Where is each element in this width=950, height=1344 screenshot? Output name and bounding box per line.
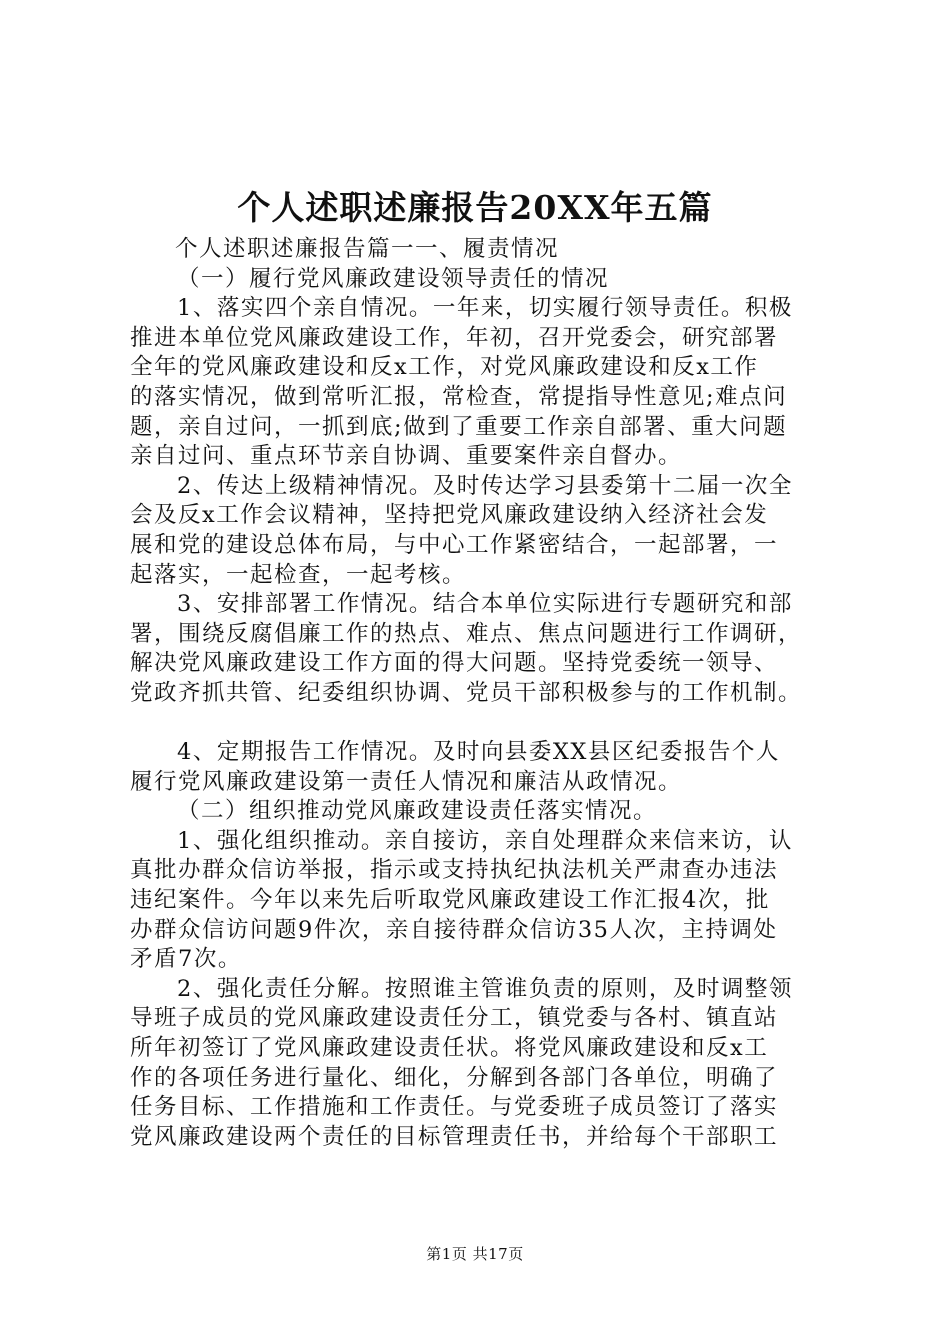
body-line: 党风廉政建设两个责任的目标管理责任书，并给每个干部职工 (130, 1123, 779, 1150)
body-line: 4、定期报告工作情况。及时向县委XX县区纪委报告个人 (177, 739, 780, 766)
document-title: 个人述职述廉报告20XX年五篇 (237, 188, 713, 227)
body-line: 起落实，一起检查，一起考核。 (130, 561, 467, 588)
body-line: 任务目标、工作措施和工作责任。与党委班子成员签订了落实 (130, 1094, 779, 1121)
body-line: 会及反x工作会议精神，坚持把党风廉政建设纳入经济社会发 (130, 502, 769, 529)
body-line: 导班子成员的党风廉政建设责任分工，镇党委与各村、镇直站 (130, 1005, 779, 1032)
body-line: 作的各项任务进行量化、细化，分解到各部门各单位，明确了 (130, 1064, 779, 1091)
body-line: 展和党的建设总体布局，与中心工作紧密结合，一起部署，一 (130, 531, 779, 558)
body-line: 真批办群众信访举报，指示或支持执纪执法机关严肃查办违法 (130, 857, 779, 884)
body-line: 履行党风廉政建设第一责任人情况和廉洁从政情况。 (130, 768, 683, 795)
body-line: 全年的党风廉政建设和反x工作，对党风廉政建设和反x工作 (130, 354, 759, 381)
body-line: 解决党风廉政建设工作方面的得大问题。坚持党委统一领导、 (130, 650, 779, 677)
body-line: 的落实情况，做到常听汇报，常检查，常提指导性意见;难点问 (130, 383, 788, 410)
body-line: 所年初签订了党风廉政建设责任状。将党风廉政建设和反x工 (130, 1035, 769, 1062)
section-heading: （一）履行党风廉政建设领导责任的情况 (177, 265, 610, 292)
body-line: 违纪案件。今年以来先后听取党风廉政建设工作汇报4次，批 (130, 887, 770, 914)
document-body (130, 235, 842, 1152)
body-line: 2、传达上级精神情况。及时传达学习县委第十二届一次全 (177, 472, 793, 499)
section-heading: （二）组织推动党风廉政建设责任落实情况。 (177, 798, 658, 825)
body-line: 矛盾7次。 (130, 946, 242, 973)
body-line: 署，围绕反腐倡廉工作的热点、难点、焦点问题进行工作调研， (130, 620, 803, 647)
body-line: 2、强化责任分解。按照谁主管谁负责的原则，及时调整领 (177, 975, 793, 1002)
body-line: 党政齐抓共管、纪委组织协调、党员干部积极参与的工作机制。 (130, 679, 803, 706)
paragraph-gap (130, 709, 842, 739)
body-line: 办群众信访问题9件次，亲自接待群众信访35人次，主持调处 (130, 916, 778, 943)
body-line: 个人述职述廉报告篇一一、履责情况 (175, 236, 560, 262)
body-line: 推进本单位党风廉政建设工作，年初，召开党委会，研究部署 (130, 324, 779, 351)
body-line: 3、安排部署工作情况。结合本单位实际进行专题研究和部 (177, 591, 793, 618)
body-line: 1、强化组织推动。亲自接访，亲自处理群众来信来访，认 (177, 827, 793, 854)
page-number: 第1页 共17页 (426, 1245, 524, 1263)
body-line: 亲自过问、重点环节亲自协调、重要案件亲自督办。 (130, 443, 683, 470)
body-line: 题，亲自过问，一抓到底;做到了重要工作亲自部署、重大问题 (130, 413, 788, 440)
body-line: 1、落实四个亲自情况。一年来，切实履行领导责任。积极 (177, 295, 793, 322)
